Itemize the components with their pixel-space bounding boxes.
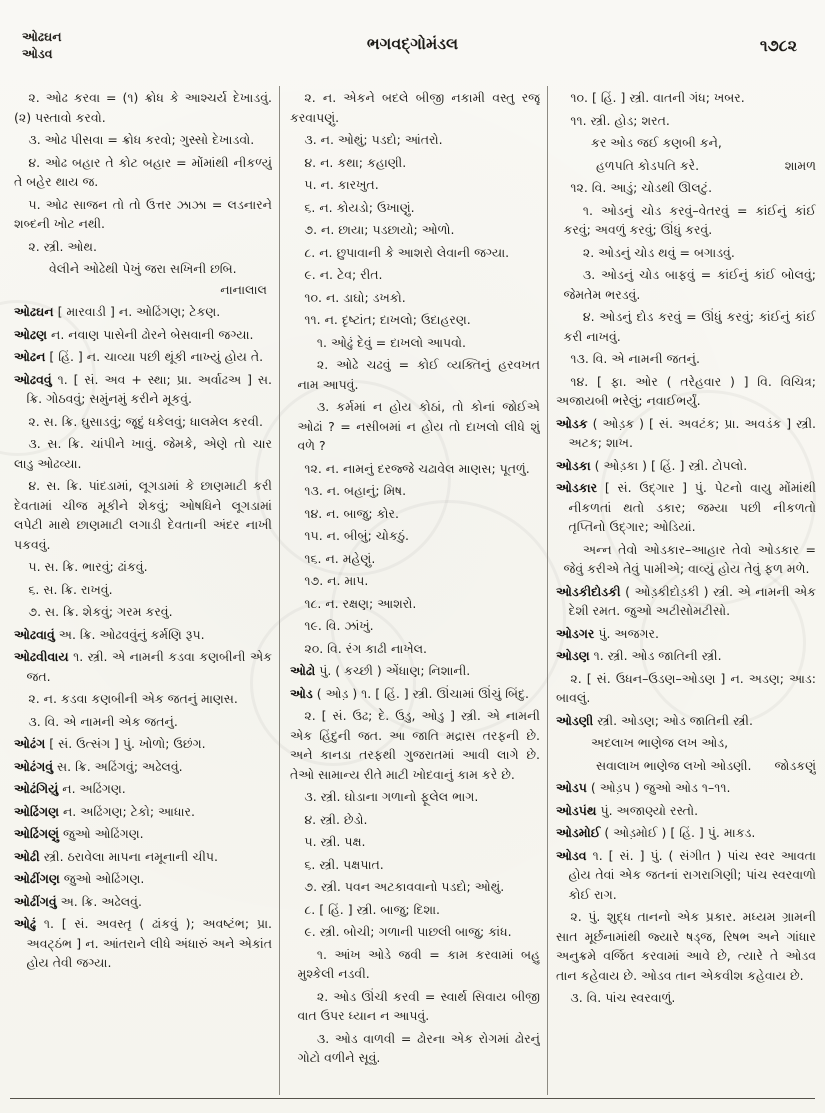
headword: ઓઢણ — [14, 326, 48, 342]
line-text: અ. ક્રિ. ઓઢવવુંનું કર્મણિ રૂપ. — [58, 626, 205, 642]
sense-line — [556, 372, 816, 411]
dictionary-entry — [14, 347, 272, 367]
sense-line — [290, 153, 540, 173]
column-divider — [279, 86, 280, 1095]
verse-line — [556, 733, 816, 753]
dictionary-entry — [14, 370, 272, 409]
line-text: નાનાલાલ — [220, 281, 267, 297]
verse-line — [556, 156, 816, 176]
line-text: ૧. ઓડનું ચોડ કરવું–વેતરવું = કાંઈનું કાંઈ કરવું; અવળું કરવું; ઊંધું કરવું. — [563, 202, 816, 237]
line-text: ૧૫. ન. બીબું; ચોકઠું. — [304, 528, 409, 543]
headword: ઓડણ — [556, 648, 590, 663]
sense-line — [290, 616, 540, 636]
running-head-last-word: ઓડવ — [22, 46, 53, 61]
line-text: ૬. સ્ત્રી. પક્ષપાત. — [304, 856, 384, 872]
sense-line — [14, 689, 272, 709]
line-text: ૪. ઓઢ બહાર તે કોટ બહાર = મોંમાંથી નીકળ્યું તે બહેર થાય જ. — [14, 154, 272, 189]
line-text: ( ઓડ઼કીદોડ઼કી ) સ્ત્રી. એ નામની એક દેશી રમત. જુઓ અટીસોમટીસો. — [568, 583, 816, 618]
line-text: ૩. ઓડનું ચોડ બાફવું = કાંઈનું કાંઈ બોલવું; જેમતેમ ભરડવું. — [563, 267, 816, 302]
dictionary-entry — [556, 823, 816, 843]
headword: ઓડ — [290, 685, 313, 701]
line-text: ૧૩. ન. બહાનું; મિષ. — [304, 483, 407, 498]
line-text: ૨૦. વિ. રંગ કાઢી નાખેલ. — [304, 640, 428, 656]
headword: ઓડવ — [556, 847, 587, 863]
idiom-line — [556, 540, 816, 579]
dictionary-entry — [290, 661, 540, 681]
line-text: ૩. વિ. એ નામની એક જતનું. — [28, 713, 178, 729]
headword: ઓઢંગ — [14, 736, 46, 751]
line-text: ન. અઢિંગણ; ટેકો; આધાર. — [62, 803, 195, 819]
line-text: ૧. [ સં. ] પું. ( સંગીત ) પાંચ સ્વર આવતા હોય તેવાં એક જતનાં રાગરાગિણી; પાંચ સ્વરવાળો કોઈ રાગ. — [568, 847, 816, 902]
idiom-line — [556, 243, 816, 263]
line-text: ૨. પું. શુદ્ધ તાનનો એક પ્રકાર. મધ્યમ ગ્રામની સાત મૂર્છનામાંથી જ્યારે ષડ્જ, રિષભ અને ગાંધાર અનુક્રમે વર્જિત કરવામાં આવે છે, ત્યારે તે ઓડવ તાન કહેવાય છે. ઓડવ તાન એકવીશ કહેવાય છે. — [556, 909, 816, 983]
text-column-1 — [14, 88, 272, 1096]
line-text: પું. અજગર. — [598, 625, 659, 641]
headword: ઓડણી — [556, 712, 594, 728]
line-text: ૩. વિ. પાંચ સ્વરવાળું. — [570, 990, 676, 1005]
verse-line — [14, 259, 272, 279]
line-text: ૧૪. ન. બાજુ; કોર. — [304, 505, 399, 521]
sense-line — [290, 526, 540, 546]
line-text: ૩. ઓઢ પીસવા = ક્રોધ કરવો; ગુસ્સો દેખાડવો. — [28, 132, 255, 147]
verse-line — [556, 133, 816, 153]
line-text: અન્ન તેવો ઓડકાર–આહાર તેવો ઓડકાર = જેવું કરીએ તેવું પામીએ; વાવ્યું હોય તેવું ફળ મળે. — [563, 541, 816, 576]
headword: ઓડમોઈ — [556, 825, 601, 840]
dictionary-entry — [556, 582, 816, 621]
sense-line — [14, 412, 272, 432]
headword: ઓઢવીવાય — [14, 649, 69, 664]
line-text: ૧૬. ન. મહેણું. — [304, 550, 376, 566]
line-text: ૧૦. [ હિં. ] સ્ત્રી. વાતની ગંધ; ખબર. — [570, 90, 745, 105]
sense-line — [290, 310, 540, 330]
sense-line — [290, 787, 540, 807]
line-text: [ હિં. ] ન. ચાવ્યા પછી થૂંકી નાખ્યું હોય તે. — [49, 349, 264, 364]
dictionary-entry — [14, 647, 272, 686]
line-text: ૩. કર્મમાં ન હોય કોઠાં, તો કોનાં જોઈએ ઓઢાં ? = નસીબમાં ન હોય તો દાખલો લીધે શું વળે ? — [297, 399, 540, 453]
line-text: ૨. ઓડનું ચોડ થવું = બગાડવું. — [582, 244, 735, 260]
footer-rule — [10, 1098, 815, 1099]
sense-line — [290, 639, 540, 659]
sense-line — [290, 265, 540, 285]
dictionary-entry — [14, 869, 272, 889]
sense-line — [14, 130, 272, 150]
line-text: ૮. [ હિં. ] સ્ત્રી. બાજુ; દિશા. — [304, 901, 440, 917]
line-text: ૨. [ સં. ઉધન–ઉડણ–ઓડણ ] ન. અડણ; આડ: બાવલું. — [556, 670, 816, 705]
sense-line — [556, 988, 816, 1008]
sense-line — [14, 153, 272, 192]
line-text: ૩. ન. ઓથું; પડદો; આંતરો. — [304, 132, 443, 147]
line-text: ૨. [ સં. ઉઢ; દે. ઉડુ, ઓડુ ] સ્ત્રી. એ નામની એક હિંદુની જત. આ જાતિ મદ્રાસ તરફની છે. અને કાનડા તરફથી ગુજરાતમાં આવી લાગે છે. તેઓ સામાન્ય રીતે માટી ખોદવાનું કામ કરે છે. — [290, 708, 540, 782]
sense-line — [556, 349, 816, 369]
line-text: ૧૭. ન. માપ. — [304, 573, 369, 588]
dictionary-entry — [556, 478, 816, 537]
dictionary-entry — [556, 624, 816, 644]
headword: ઓડકાર — [556, 480, 598, 495]
line-text: સ્ત્રી. ઠરાવેલા માપના નમૂનાની ચીપ. — [43, 848, 218, 864]
line-text: ૧૩. વિ. એ નામની જતનું. — [570, 351, 700, 366]
sense-line — [290, 900, 540, 920]
headword: ઓઢંગિયું — [14, 781, 59, 796]
line-text: ૧. [ સં. અવસ્તૃ ( ઢાંકવું ); અવષ્ટંભ; પ્રા. અવટ્ઠંભ ] ન. આંતરાને લીધે અંધારું અને એકાંત હોય તેવી જગ્યા. — [26, 916, 272, 970]
sense-line — [556, 111, 816, 131]
idiom-line — [290, 1029, 540, 1068]
idiom-line — [556, 307, 816, 346]
line-text: ( ઓડ઼મોઈ ) [ હિં. ] પું. માકડ. — [604, 825, 756, 840]
sense-line — [290, 175, 540, 195]
headword: ઓડપંથ — [556, 802, 597, 818]
line-text: ૭. સ. ક્રિ. શેકવું; ગરમ કરવું. — [28, 604, 173, 619]
headword: ઓઢંગવું — [14, 758, 54, 774]
line-text: વેલીને ઓઢેથી પેખું જરા સખિની છબિ. — [49, 261, 237, 276]
line-text: [ સં. ઉત્સંગ ] પું. ખોળો; ઉછંગ. — [49, 736, 206, 751]
headword: ઓઢો — [290, 663, 316, 678]
line-text: ૧૪. [ ફા. ઓર ( તરેહવાર ) ] વિ. વિચિત્ર; અજાયબી ભરેલું; નવાઈભર્યું. — [556, 373, 816, 408]
line-text: ( ઓડ઼કા ) [ હિં. ] સ્ત્રી. ટોપલો. — [594, 457, 748, 473]
sense-line — [14, 557, 272, 577]
line-text: ૧૮. ન. રક્ષણ; આશરો. — [304, 595, 417, 611]
line-text: ( ઓડ઼પ ) જુઓ ઓડ ૧–૧૧. — [590, 780, 731, 795]
line-text: ૧. સ્ત્રી. ઓડ જાતિની સ્ત્રી. — [593, 648, 722, 663]
headword: ઓઢવાવું — [14, 626, 55, 642]
headword: ઓઢન — [14, 349, 46, 364]
line-text: સ. ક્રિ. અઢિંગવું; અઢેલવું. — [57, 758, 183, 774]
page-number: ૧૭૮૨ — [759, 36, 797, 55]
headword: ઓઢીંગણ — [14, 871, 60, 886]
line-text: જુઓ ઓઢિંગણ. — [62, 826, 144, 841]
line-text: ૧. આંખ ઓડે જવી = કામ કરવામાં બહુ મુશ્કેલી નડવી. — [297, 946, 540, 981]
line-text: સવાલાખ ભાણેજ લખો ઓડણી. — [596, 757, 752, 773]
line-text: ૪. ઓડનું દોડ કરવું = ઊંધું કરવું; કાંઈનું કાંઈ કરી નાખવું. — [563, 309, 816, 344]
dictionary-entry — [14, 625, 272, 645]
attribution: શામળ — [784, 157, 816, 173]
line-text: ૨. સ્ત્રી. ઓથ. — [28, 238, 97, 254]
dictionary-entry — [14, 734, 272, 754]
line-text: ૯. ન. ટેવ; રીત. — [304, 267, 383, 282]
sense-line — [290, 832, 540, 852]
sense-line — [14, 712, 272, 732]
line-text: ૬. સ. ક્રિ. રાખવું. — [28, 581, 113, 597]
idiom-line — [556, 265, 816, 304]
sense-line — [290, 855, 540, 875]
line-text: હળપતિ કોડપતિ કરે. — [596, 157, 700, 173]
idiom-line — [290, 987, 540, 1026]
line-text: ૨. ઓડ ઊંચી કરવી = સ્વાર્થ સિવાય બીજી વાત ઉપર ધ્યાન ન આપવું. — [297, 988, 540, 1023]
line-text: ૪. ન. કથા; કહાણી. — [304, 154, 407, 170]
running-head-first-word: ઓઢઘન — [22, 29, 62, 44]
headword: ઓડપ — [556, 780, 587, 795]
dictionary-entry — [14, 892, 272, 912]
dictionary-entry — [14, 824, 272, 844]
sense-line — [14, 602, 272, 622]
sense-line — [556, 907, 816, 985]
line-text: ૧. ઓઢું દેવું = દાખલો આપવો. — [316, 334, 467, 350]
line-text: [ મારવાડી ] ન. ઓઢિંગણ; ટેકણ. — [57, 304, 221, 319]
line-text: ૧. [ સં. અવ + સ્થા; પ્રા. અર્વાઢઅ ] સ. ક્રિ. ગોઠવવું; સમુંનમું કરીને મૂકવું. — [26, 371, 272, 406]
line-text: ૧૯. વિ. ઝાંખું. — [304, 618, 374, 633]
sense-line — [290, 288, 540, 308]
dictionary-entry — [14, 779, 272, 799]
line-text: જુઓ ઓઢિંગણ. — [63, 871, 145, 886]
line-text: ૧૧. સ્ત્રી. હોડ; શરત. — [570, 112, 670, 128]
idiom-line — [290, 355, 540, 394]
line-text: ન. અઢિંગણ. — [62, 781, 126, 796]
attribution — [14, 280, 272, 300]
headword: ઓઢઘન — [14, 304, 54, 319]
dictionary-entry — [556, 646, 816, 666]
line-text: પું. અજાણ્યો રસ્તો. — [600, 802, 699, 818]
sense-line — [290, 130, 540, 150]
line-text: ૯. સ્ત્રી. બોચી; ગળાની પાછલી બાજુ; કાંધ. — [304, 924, 512, 939]
dictionary-entry — [556, 801, 816, 821]
sense-line — [290, 549, 540, 569]
column-divider — [547, 86, 548, 1095]
sense-line — [14, 580, 272, 600]
line-text: ૧૧. ન. દૃષ્ટાંત; દાખલો; ઉદાહરણ. — [304, 312, 471, 327]
line-text: ૨. ન. કડવા કણબીની એક જતનું માણસ. — [28, 691, 238, 706]
sense-line — [14, 434, 272, 473]
idiom-line — [290, 397, 540, 456]
sense-line — [14, 88, 272, 127]
dictionary-entry — [556, 778, 816, 798]
dictionary-entry — [14, 802, 272, 822]
line-text: ૮. ન. છુપાવાની કે આશરો લેવાની જગ્યા. — [304, 244, 510, 260]
line-text: ૭. ન. છાયા; પડછાયો; ઓળો. — [304, 222, 455, 237]
line-text: કર ઓડ જઈ કણબી કને, — [591, 135, 722, 150]
line-text: ( ઓડ઼ક ) [ સં. અવટંક; પ્રા. અવડંક ] સ્ત્રી. અટક; શાખ. — [568, 415, 816, 450]
idiom-line — [290, 945, 540, 984]
sense-line — [290, 198, 540, 218]
headword: ઓડકા — [556, 457, 591, 473]
text-column-2 — [290, 88, 540, 1096]
dictionary-entry — [556, 711, 816, 731]
sense-line — [290, 220, 540, 240]
sense-line — [290, 810, 540, 830]
line-text: ૫. ન. કારખુત. — [304, 177, 379, 192]
line-text: પું. ( કચ્છી ) એંધાણ; નિશાની. — [319, 663, 471, 678]
line-text: અ. ક્રિ. અઢેલવું. — [60, 893, 142, 909]
line-text: ( ઓડ઼ ) ૧. [ હિં. ] સ્ત્રી. ઊંચામાં ઊંચું બિંદુ. — [316, 685, 530, 701]
sense-line — [290, 922, 540, 942]
line-text: ન. નવાણ પાસેની ઢોરને બેસવાની જગ્યા. — [51, 326, 254, 342]
line-text: ૫. સ્ત્રી. પક્ષ. — [304, 834, 366, 849]
line-text: ૧૨. ન. નામનું દરજ્જે ચઢાવેલ માણસ; પૂતળું. — [304, 460, 530, 476]
headword: ઓઢીંગવું — [14, 893, 57, 909]
line-text: ૩. સ્ત્રી. ઘોડાના ગળાનો ફૂલેલ ભાગ. — [304, 789, 479, 804]
line-text: ૩. સ. ક્રિ. ચાંપીને ખાવું. જેમકે, એણે તો ચાર લાડુ ઓઢવ્યા. — [14, 436, 272, 471]
sense-line — [14, 476, 272, 554]
attribution: જોડકણું — [774, 757, 816, 773]
dictionary-entry — [290, 684, 540, 704]
line-text: ૭. સ્ત્રી. પવન અટકાવવાનો પડદો; ઓથું. — [304, 879, 505, 894]
headword: ઓડકીદોડકી — [556, 583, 621, 599]
headword: ઓડક — [556, 415, 588, 431]
dictionary-entry — [14, 847, 272, 867]
page-title: ભગવદ્ગોમંડલ — [366, 34, 459, 53]
line-text: ૨. ન. એકને બદલે બીજી નકામી વસ્તુ રજૂ કરવાપણું. — [290, 90, 540, 125]
line-text: ૧૦. ન. ડાઘો; ડખકો. — [304, 289, 406, 305]
sense-line — [290, 243, 540, 263]
line-text: ૨. ઓઢ કરવા = (૧) ક્રોધ કે આશ્ચર્ય દેખાડવું. (૨) પસ્તાવો કરવો. — [14, 90, 272, 125]
line-text: [ સં. ઉદ્ગાર ] પું. પેટનો વાયુ મોંમાંથી નીકળતાં થતો ડકાર; જમ્યા પછી નીકળતો તૃપ્તિનો ઉદ્ગાર; ઓડિયાં. — [568, 480, 816, 534]
dictionary-entry — [556, 456, 816, 476]
sense-line — [290, 706, 540, 784]
headword: ઓઢિંગણું — [14, 826, 59, 841]
sense-line — [556, 669, 816, 708]
sense-line — [290, 594, 540, 614]
line-text: ૧૨. વિ. આડું; ચોડથી ઊલટું. — [570, 180, 713, 195]
dictionary-entry — [556, 414, 816, 453]
line-text: ૨. ઓઢે ચઢવું = કોઈ વ્યક્તિનું હરવખત નામ આપવું. — [297, 357, 540, 392]
dictionary-entry — [14, 302, 272, 322]
dictionary-entry — [14, 914, 272, 973]
line-text: ૪. સ. ક્રિ. પાંદડામાં, લૂગડામાં કે છાણમાટી કરી દેવતામાં ચીજ મૂકીને શેકવું; ઓષધિને લૂગડામાં લપેટી માથે છાણમાટી લગાડી દેવતાની અંદર નાખી પકવવું. — [14, 478, 272, 552]
idiom-line — [556, 201, 816, 240]
dictionary-entry — [14, 325, 272, 345]
sense-line — [290, 481, 540, 501]
idiom-line — [290, 333, 540, 353]
line-text: ૪. સ્ત્રી. છેડો. — [304, 811, 368, 827]
sense-line — [556, 88, 816, 108]
headword: ઓઢિંગણ — [14, 803, 59, 819]
sense-line — [290, 504, 540, 524]
line-text: ૨. સ. ક્રિ. ઘુસાડવું; જૂદું ધકેલવું; ધાલમેલ કરવી. — [28, 413, 263, 429]
sense-line — [14, 237, 272, 257]
line-text: અદલાખ ભાણેજ લખ ઓડ, — [591, 735, 729, 750]
line-text: સ્ત્રી. ઓડણ; ઓડ જાતિની સ્ત્રી. — [597, 712, 753, 728]
headword: ઓઢું — [14, 916, 37, 931]
line-text: ૧. સ્ત્રી. એ નામની કડવા કણબીની એક જત. — [26, 649, 272, 684]
sense-line — [290, 459, 540, 479]
line-text: ૬. ન. કોયડો; ઉખાણું. — [304, 199, 415, 215]
sense-line — [14, 195, 272, 234]
sense-line — [556, 178, 816, 198]
dictionary-entry — [556, 846, 816, 905]
line-text: ૫. ઓઢ સાજન તો તો ઉત્તર ઝાઝા = લડનારને શબ્દની ખોટ નથી. — [14, 196, 272, 231]
sense-line — [290, 88, 540, 127]
sense-line — [290, 877, 540, 897]
headword: ઓઢી — [14, 848, 40, 864]
headword: ઓઢવવું — [14, 371, 52, 387]
headword: ઓડગર — [556, 625, 595, 641]
dictionary-entry — [14, 757, 272, 777]
line-text: ૩. ઓડ વાળવી = ઢોરના એક રોગમાં ઢોરનું ગોટો વળીને સૂવું. — [297, 1030, 540, 1065]
line-text: ૫. સ. ક્રિ. ભારવું; ઢાંકવું. — [28, 559, 148, 574]
verse-line — [556, 756, 816, 776]
sense-line — [290, 571, 540, 591]
text-column-3 — [556, 88, 816, 1096]
